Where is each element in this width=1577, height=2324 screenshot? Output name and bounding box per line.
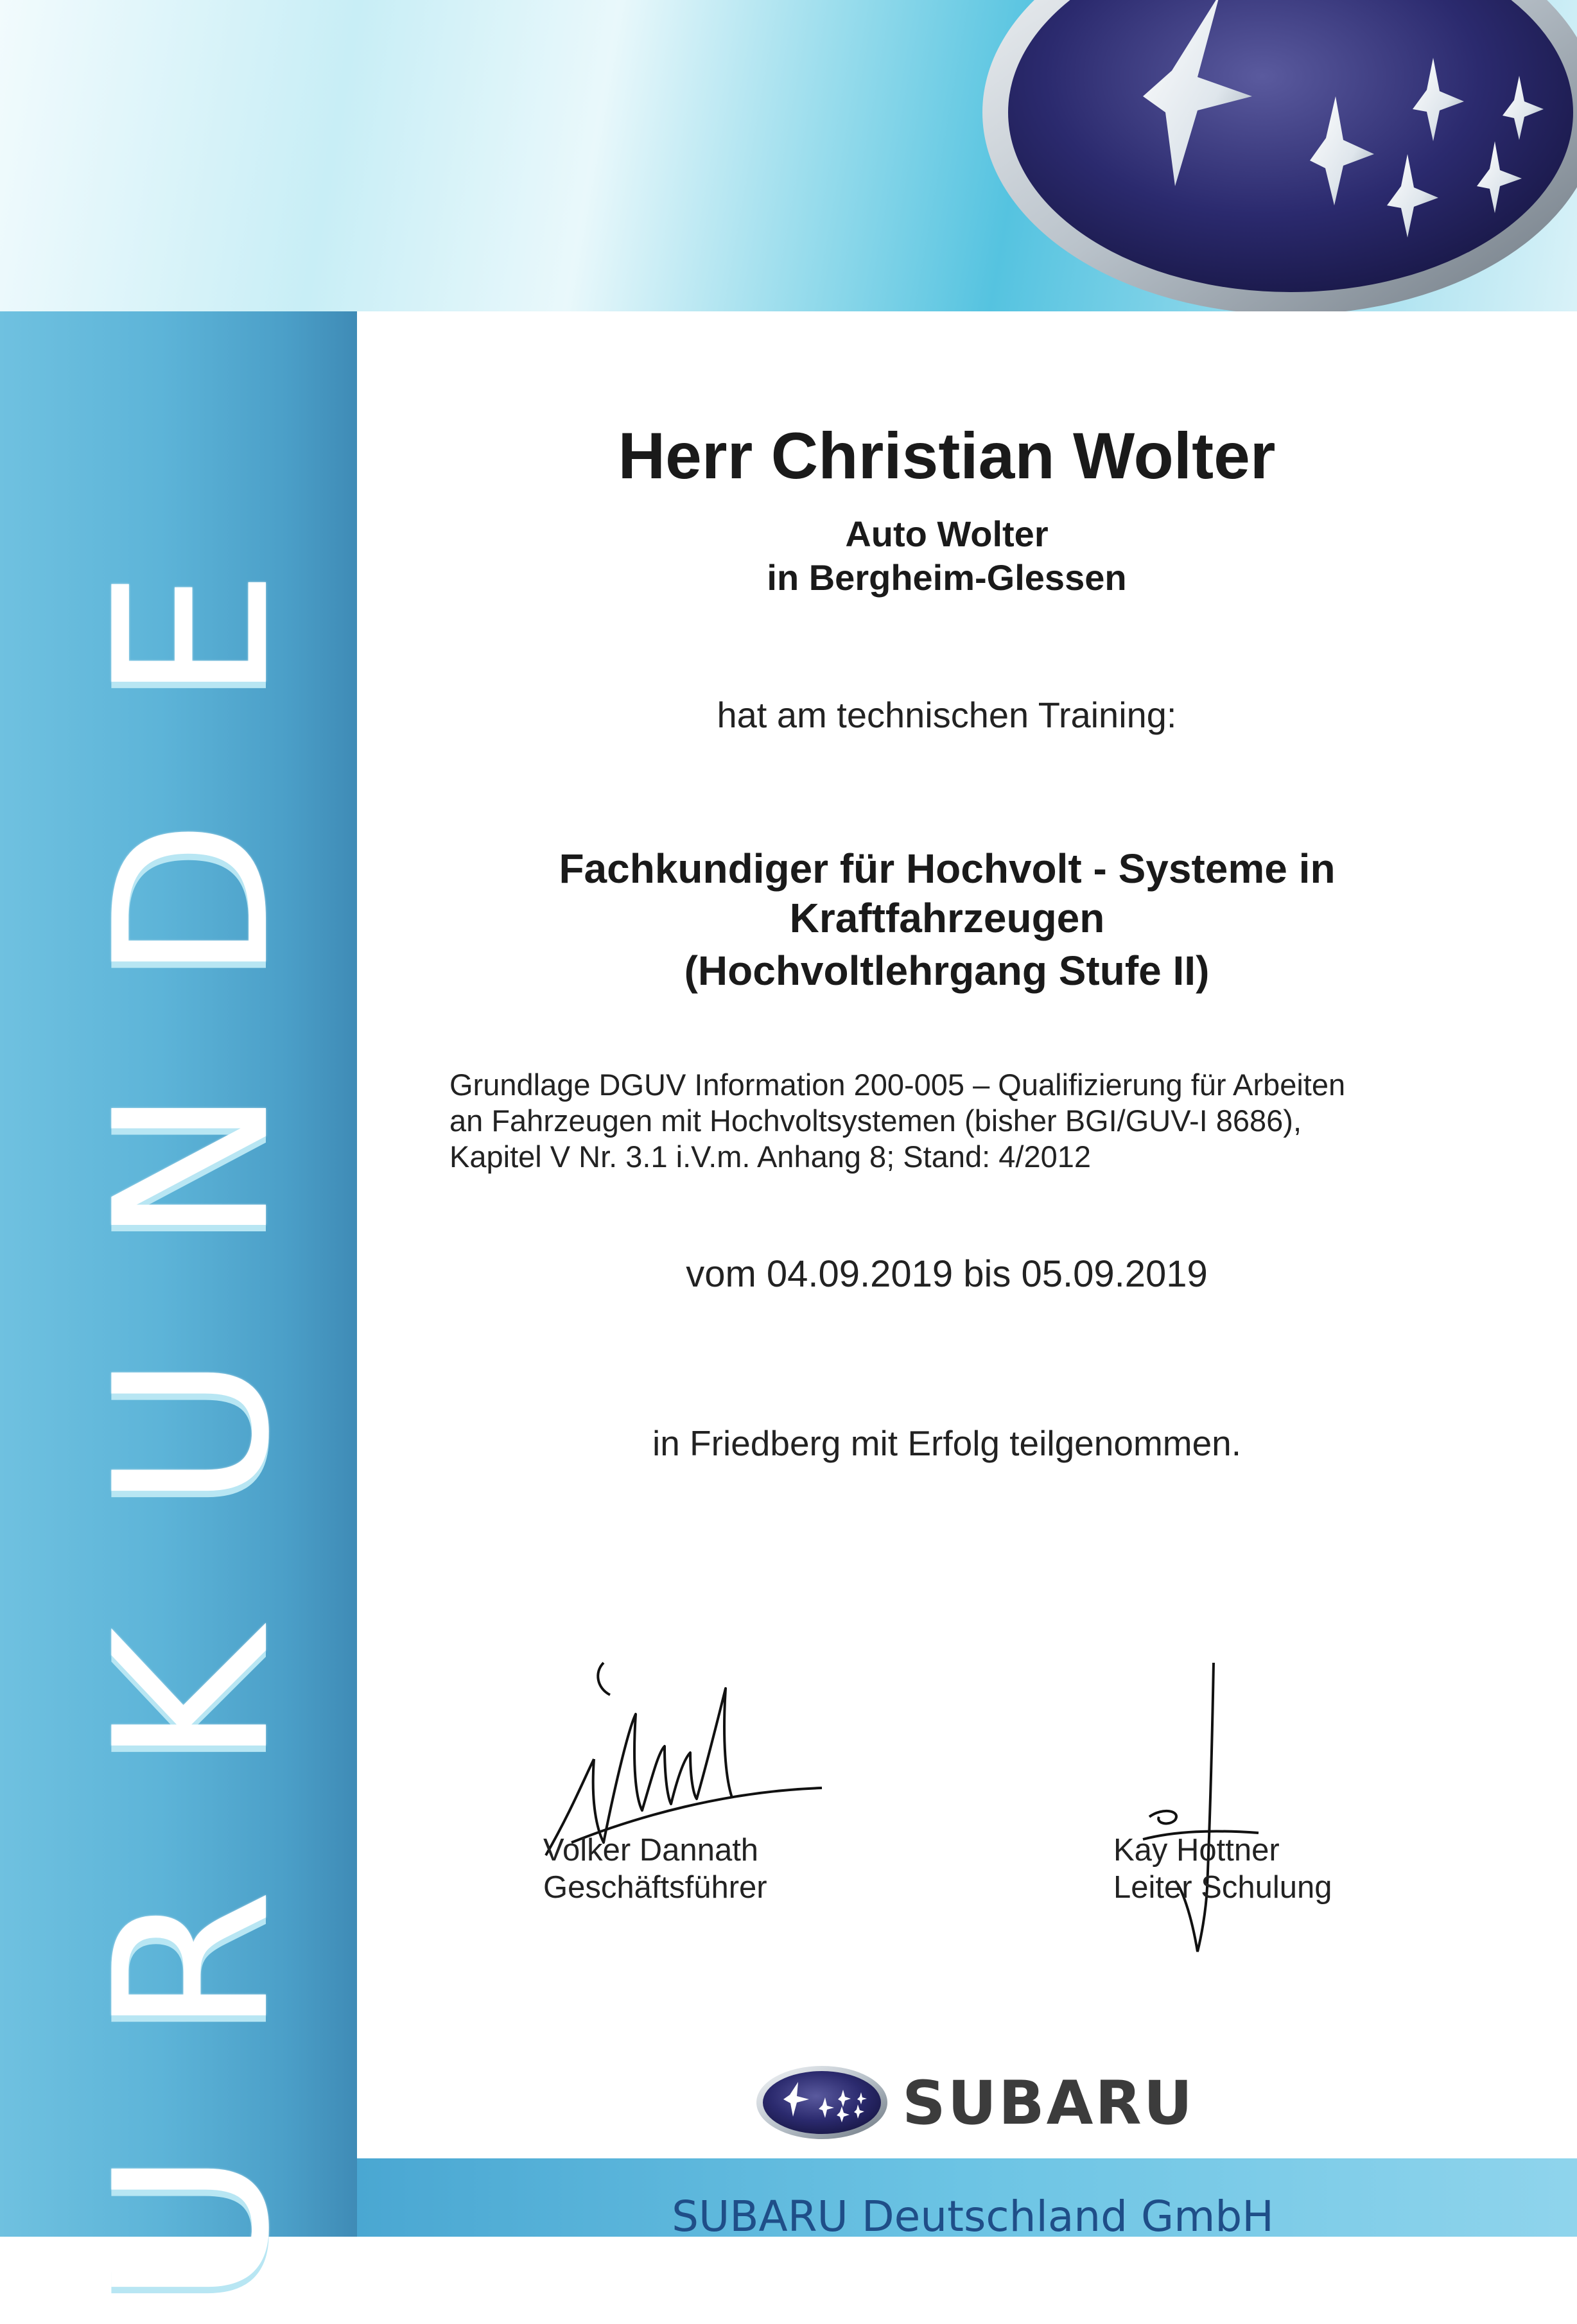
title-letter: D [69,819,316,983]
subaru-emblem-large [950,0,1577,311]
company-location: in Bergheim-Glessen [767,557,1127,598]
company-name: Auto Wolter [845,514,1049,554]
signatory-name: Volker Dannath [543,1833,759,1868]
course-title: Fachkundiger für Hochvolt - Systeme in Kraftfahrzeugen [559,845,1336,941]
signatory-2 [1113,1832,1332,1906]
signature-kay-hottner [1137,1656,1265,1958]
signatory-1 [543,1832,767,1906]
sidebar-band [0,311,357,2305]
title-letter: K [69,1627,316,1767]
title-letter: U [69,1354,316,1509]
intro-text: hat am technischen Training: [717,695,1177,735]
title-letter: E [69,568,316,703]
footer-company-name: SUBARU Deutschland GmbH [672,2192,1274,2241]
signatory-role: Leiter Schulung [1113,1870,1332,1905]
recipient-name: Herr Christian Wolter [618,419,1276,492]
training-dates: vom 04.09.2019 bis 05.09.2019 [686,1253,1208,1295]
vertical-title [69,539,316,2324]
basis-line: Kapitel V Nr. 3.1 i.V.m. Anhang 8; Stand: 4/2012 [449,1140,1092,1174]
subaru-logo-icon [754,2064,889,2141]
completion-statement: in Friedberg mit Erfolg teilgenommen. [652,1423,1242,1463]
title-letter: N [69,1087,316,1246]
course-subtitle: (Hochvoltlehrgang Stufe II) [684,948,1210,994]
regulation-basis [449,1067,1451,1175]
title-letter: U [69,2150,316,2305]
header-banner [0,0,1577,311]
subaru-wordmark: SUBARU [902,2068,1195,2138]
signatory-name: Kay Hottner [1113,1833,1280,1868]
title-letter: R [69,1889,316,2036]
basis-line: Grundlage DGUV Information 200-005 – Qualifizierung für Arbeiten [449,1068,1346,1102]
basis-line: an Fahrzeugen mit Hochvoltsystemen (bisher BGI/GUV-I 8686), [449,1104,1302,1138]
signatory-role: Geschäftsführer [543,1870,767,1905]
